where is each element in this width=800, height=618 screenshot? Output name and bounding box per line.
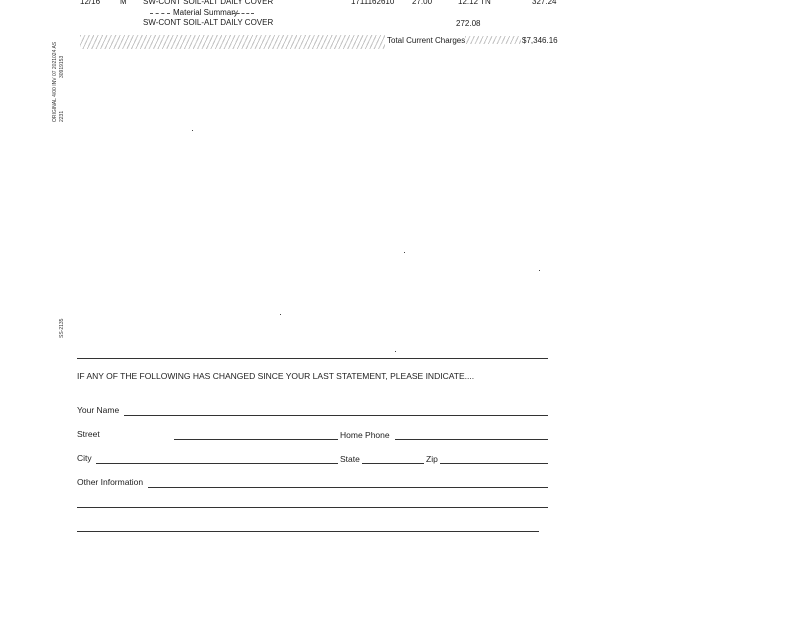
row-code: M	[120, 0, 127, 6]
form-separator	[77, 358, 548, 359]
street-field[interactable]	[174, 439, 338, 440]
row-amount: 327.24	[532, 0, 557, 6]
home-phone-field[interactable]	[395, 439, 548, 440]
scan-speck	[192, 130, 193, 131]
home-phone-label: Home Phone	[340, 430, 390, 440]
other-information-line-3[interactable]	[77, 531, 539, 532]
scan-speck	[280, 314, 281, 315]
summary-description: SW-CONT SOIL-ALT DAILY COVER	[143, 18, 274, 27]
row-description: SW-CONT SOIL-ALT DAILY COVER	[143, 0, 274, 6]
your-name-field[interactable]	[124, 415, 548, 416]
row-qty: 27.00	[412, 0, 433, 6]
street-label: Street	[77, 429, 100, 439]
scan-speck	[539, 270, 540, 271]
summary-rule-left	[150, 13, 170, 14]
material-summary-label: Material Summary	[173, 8, 238, 17]
row-ticket: 1711162610	[351, 0, 395, 6]
total-charges-amount: $7,346.16	[522, 36, 558, 45]
your-name-label: Your Name	[77, 405, 120, 415]
margin-code-2: 30919153	[59, 55, 65, 78]
total-charges-label: Total Current Charges	[387, 36, 466, 45]
city-label: City	[77, 453, 92, 463]
zip-field[interactable]	[440, 463, 548, 464]
scan-speck	[404, 252, 405, 253]
margin-code-4: SS-2135	[59, 318, 65, 338]
city-field[interactable]	[96, 463, 338, 464]
margin-code-3: 2231	[59, 110, 65, 122]
redacted-address	[80, 35, 385, 49]
redacted-total-leader	[465, 36, 521, 44]
summary-rule-right	[232, 13, 254, 14]
state-field[interactable]	[362, 463, 424, 464]
other-information-field[interactable]	[148, 487, 548, 488]
form-heading: IF ANY OF THE FOLLOWING HAS CHANGED SINCE YOUR LAST STATEMENT, PLEASE INDICATE....	[77, 371, 475, 381]
state-label: State	[340, 454, 360, 464]
other-information-label: Other Information	[77, 477, 144, 487]
summary-qty-total: 272.08	[456, 19, 481, 28]
scan-speck	[395, 351, 396, 352]
margin-code-1: ORIGINAL 4/00 INV 07 2021024 AS	[52, 41, 58, 122]
row-unit: 12.12 TN	[458, 0, 491, 6]
row-date: 12/16	[80, 0, 101, 6]
other-information-line-2[interactable]	[77, 507, 548, 508]
zip-label: Zip	[426, 454, 438, 464]
